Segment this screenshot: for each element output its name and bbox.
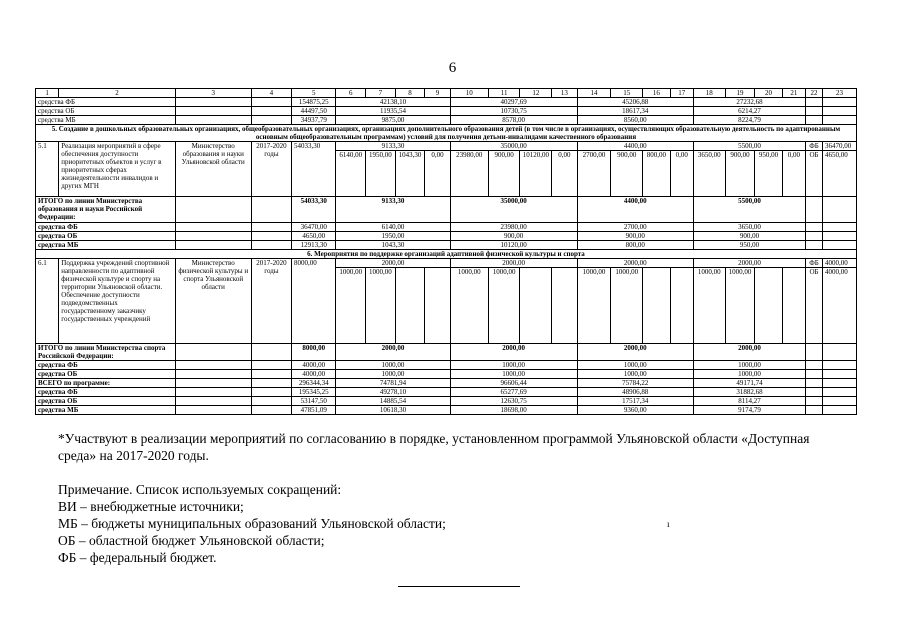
table-cell <box>175 241 251 250</box>
table-row <box>36 232 857 241</box>
column-number: 10 <box>450 89 488 98</box>
year-2018-value: 23980,00 <box>450 223 577 232</box>
year-2020-value: 8114,27 <box>693 397 805 406</box>
detail-value: 950,00 <box>755 151 783 197</box>
item-name: Поддержка учреждений спортивной направленности по адаптивной физической культуре и спорту на территории Ульяновской области. Обеспечение доступности подведомственных государственному заказчику государственных учреждений <box>59 259 175 344</box>
source-amount: 36470,00 <box>822 142 856 151</box>
column-number: 13 <box>552 89 577 98</box>
year-2020-value: 3650,00 <box>693 223 805 232</box>
column-number: 22 <box>806 89 823 98</box>
total-value: 4000,00 <box>292 370 336 379</box>
year-2017-value: 2000,00 <box>336 259 450 268</box>
table-cell <box>175 406 251 415</box>
year-2020-value: 950,00 <box>693 241 805 250</box>
year-2019-value: 1000,00 <box>577 361 693 370</box>
table-row <box>36 379 857 388</box>
year-2018-value: 96606,44 <box>450 379 577 388</box>
detail-value: 2700,00 <box>577 151 611 197</box>
table-cell <box>175 107 251 116</box>
detail-value: 1000,00 <box>366 268 396 344</box>
table-row <box>36 241 857 250</box>
row-label: ВСЕГО по программе: <box>36 379 176 388</box>
year-2017-value: 10618,30 <box>336 406 450 415</box>
table-cell <box>782 268 805 344</box>
total-value: 4000,00 <box>292 361 336 370</box>
year-2020-value: 2000,00 <box>693 259 805 268</box>
year-2019-value: 4400,00 <box>577 197 693 223</box>
year-2020-value: 5500,00 <box>693 197 805 223</box>
table-row <box>36 259 857 268</box>
year-2017-value: 2000,00 <box>336 344 450 361</box>
table-cell <box>552 268 577 344</box>
detail-value: 10120,00 <box>520 151 552 197</box>
detail-value: 1000,00 <box>450 268 488 344</box>
table-cell <box>806 388 823 397</box>
year-2018-value: 1000,00 <box>450 361 577 370</box>
table-cell <box>822 232 856 241</box>
column-number: 5 <box>292 89 336 98</box>
year-2017-value: 74781,94 <box>336 379 450 388</box>
table-cell <box>806 241 823 250</box>
detail-value: 900,00 <box>611 151 643 197</box>
table-cell <box>806 397 823 406</box>
abbrev-item: МБ – бюджеты муниципальных образований Ульяновской области; <box>58 516 446 531</box>
year-2020-value: 5500,00 <box>693 142 805 151</box>
year-2020-value: 6214,27 <box>693 107 805 116</box>
table-row <box>36 361 857 370</box>
column-number: 6 <box>336 89 366 98</box>
abbrev-item: ВИ – внебюджетные источники; <box>58 499 244 514</box>
table-cell <box>520 268 552 344</box>
table-row <box>36 142 857 151</box>
table-cell <box>806 406 823 415</box>
year-2020-value: 27232,68 <box>693 98 805 107</box>
year-2020-value: 1000,00 <box>693 361 805 370</box>
year-2019-value: 4400,00 <box>577 142 693 151</box>
year-2017-value: 42138,10 <box>336 98 450 107</box>
year-2019-value: 9360,00 <box>577 406 693 415</box>
year-2019-value: 2000,00 <box>577 259 693 268</box>
year-2018-value: 40297,69 <box>450 98 577 107</box>
total-value: 34937,79 <box>292 116 336 125</box>
table-row <box>36 89 857 98</box>
column-number: 3 <box>175 89 251 98</box>
table-cell <box>175 397 251 406</box>
abbrev-title: Примечание. Список используемых сокращений: <box>58 482 342 497</box>
column-number: 20 <box>755 89 783 98</box>
year-2019-value: 800,00 <box>577 241 693 250</box>
column-number: 19 <box>725 89 755 98</box>
item-number: 5.1 <box>36 142 59 197</box>
row-label: средства ФБ <box>36 98 176 107</box>
notes-block <box>58 430 848 566</box>
table-row <box>36 125 857 142</box>
year-2019-value: 45206,88 <box>577 98 693 107</box>
year-2017-value: 11935,54 <box>336 107 450 116</box>
table-cell <box>822 223 856 232</box>
table-cell <box>251 397 291 406</box>
table-row <box>36 406 857 415</box>
item-executor: Министерство образования и науки Ульяновской области <box>175 142 251 197</box>
table-cell <box>251 116 291 125</box>
year-2020-value: 49171,74 <box>693 379 805 388</box>
stray-mark: ı <box>667 519 670 529</box>
table-cell <box>175 370 251 379</box>
table-cell <box>822 406 856 415</box>
detail-value: 1000,00 <box>488 268 520 344</box>
table-row <box>36 250 857 259</box>
table-row <box>36 107 857 116</box>
table-cell <box>251 388 291 397</box>
total-value: 12913,30 <box>292 241 336 250</box>
table-cell <box>175 379 251 388</box>
table-cell <box>643 268 671 344</box>
section-heading: 5. Создание в дошкольных образовательных организациях, общеобразовательных организациях, организациях дополнительного образования детей (в том числе в организациях, осуществляющих образовательную деятельность по адаптированным основным общеобразовательным программам) условий для получения детьми-инвалидами качественного образования <box>36 125 857 142</box>
year-2017-value: 1000,00 <box>336 361 450 370</box>
year-2020-value: 31882,68 <box>693 388 805 397</box>
column-number: 2 <box>59 89 175 98</box>
row-label: средства ФБ <box>36 223 176 232</box>
table-cell <box>175 116 251 125</box>
year-2017-value: 1950,00 <box>336 232 450 241</box>
table-cell <box>425 268 450 344</box>
table-cell <box>251 197 291 223</box>
itogo-label: ИТОГО по линии Министерства образования и науки Российской Федерации: <box>36 197 176 223</box>
table-cell <box>251 223 291 232</box>
row-label: средства ФБ <box>36 361 176 370</box>
table-cell <box>822 241 856 250</box>
column-number: 18 <box>693 89 725 98</box>
column-number: 21 <box>782 89 805 98</box>
page-number: 6 <box>448 60 457 76</box>
year-2017-value: 1000,00 <box>336 370 450 379</box>
item-name: Реализация мероприятий в сфере обеспечения доступности приоритетных объектов и услуг в приоритетных сферах жизнедеятельности инвалидов и других МГН <box>59 142 175 197</box>
year-2017-value: 9875,00 <box>336 116 450 125</box>
year-2017-value: 9133,30 <box>336 197 450 223</box>
detail-value: 0,00 <box>782 151 805 197</box>
table-cell <box>251 361 291 370</box>
table-cell <box>175 98 251 107</box>
table-cell <box>251 107 291 116</box>
table-cell <box>175 223 251 232</box>
column-number: 23 <box>822 89 856 98</box>
table-row <box>36 98 857 107</box>
table-cell <box>822 98 856 107</box>
total-value: 47851,09 <box>292 406 336 415</box>
item-period: 2017-2020 годы <box>251 259 291 344</box>
table-cell <box>806 197 823 223</box>
table-row <box>36 223 857 232</box>
column-number: 12 <box>520 89 552 98</box>
year-2018-value: 1000,00 <box>450 370 577 379</box>
column-number: 16 <box>643 89 671 98</box>
source-amount: 4000,00 <box>822 259 856 268</box>
row-label: средства ФБ <box>36 388 176 397</box>
table-row <box>36 344 857 361</box>
abbrev-item: ФБ – федеральный бюджет. <box>58 550 217 565</box>
column-number: 7 <box>366 89 396 98</box>
year-2018-value: 35000,00 <box>450 197 577 223</box>
column-number: 14 <box>577 89 611 98</box>
table-cell <box>251 98 291 107</box>
table-cell <box>822 107 856 116</box>
year-2017-value: 14885,54 <box>336 397 450 406</box>
table-cell <box>822 361 856 370</box>
itogo-label: ИТОГО по линии Министерства спорта Российской Федерации: <box>36 344 176 361</box>
year-2020-value: 1000,00 <box>693 370 805 379</box>
year-2019-value: 2700,00 <box>577 223 693 232</box>
table-cell <box>175 388 251 397</box>
column-number: 9 <box>425 89 450 98</box>
table-cell <box>822 388 856 397</box>
table-cell <box>395 268 425 344</box>
year-2019-value: 48906,88 <box>577 388 693 397</box>
source-code: ОБ <box>806 151 823 197</box>
table-row <box>36 116 857 125</box>
year-2019-value: 18617,34 <box>577 107 693 116</box>
row-label: средства МБ <box>36 406 176 415</box>
source-code: ФБ <box>806 259 823 268</box>
row-label: средства ОБ <box>36 107 176 116</box>
abbrev-item: ОБ – областной бюджет Ульяновской области; <box>58 533 325 548</box>
table-cell <box>175 361 251 370</box>
table-cell <box>251 344 291 361</box>
year-2019-value: 8560,00 <box>577 116 693 125</box>
table-cell <box>670 268 693 344</box>
section-heading: 6. Мероприятия по поддержке организаций адаптивной физической культуры и спорта <box>36 250 857 259</box>
total-value: 8000,00 <box>292 259 336 344</box>
total-value: 44497,50 <box>292 107 336 116</box>
detail-value: 1000,00 <box>725 268 755 344</box>
item-executor: Министерство физической культуры и спорта Ульяновской области <box>175 259 251 344</box>
table-cell <box>806 116 823 125</box>
table-cell <box>251 232 291 241</box>
year-2020-value: 2000,00 <box>693 344 805 361</box>
table-cell <box>806 361 823 370</box>
detail-value: 0,00 <box>552 151 577 197</box>
year-2018-value: 12630,75 <box>450 397 577 406</box>
source-amount: 4000,00 <box>822 268 856 344</box>
detail-value: 1950,00 <box>366 151 396 197</box>
year-2019-value: 2000,00 <box>577 344 693 361</box>
item-period: 2017-2020 годы <box>251 142 291 197</box>
table-cell <box>822 397 856 406</box>
detail-value: 0,00 <box>670 151 693 197</box>
year-2019-value: 1000,00 <box>577 370 693 379</box>
year-2018-value: 10730,75 <box>450 107 577 116</box>
budget-table <box>35 88 857 415</box>
table-cell <box>251 241 291 250</box>
detail-value: 1000,00 <box>693 268 725 344</box>
table-cell <box>806 379 823 388</box>
detail-value: 1000,00 <box>577 268 611 344</box>
detail-value: 0,00 <box>425 151 450 197</box>
footnote: *Участвуют в реализации мероприятий по согласованию в порядке, установленном программой Ульяновской области «Доступная среда» на 2017-2020 годы. <box>58 431 810 463</box>
item-number: 6.1 <box>36 259 59 344</box>
table-cell <box>806 370 823 379</box>
table-cell <box>822 370 856 379</box>
footer-line <box>398 586 520 587</box>
year-2018-value: 10120,00 <box>450 241 577 250</box>
detail-value: 900,00 <box>725 151 755 197</box>
detail-value: 6140,00 <box>336 151 366 197</box>
total-value: 53147,50 <box>292 397 336 406</box>
total-value: 4650,00 <box>292 232 336 241</box>
year-2018-value: 2000,00 <box>450 259 577 268</box>
detail-value: 1000,00 <box>611 268 643 344</box>
table-cell <box>822 379 856 388</box>
row-label: средства МБ <box>36 241 176 250</box>
year-2019-value: 17517,34 <box>577 397 693 406</box>
table-row <box>36 197 857 223</box>
row-label: средства МБ <box>36 116 176 125</box>
total-value: 36470,00 <box>292 223 336 232</box>
year-2018-value: 18698,00 <box>450 406 577 415</box>
column-number: 15 <box>611 89 643 98</box>
total-value: 8000,00 <box>292 344 336 361</box>
year-2018-value: 65277,69 <box>450 388 577 397</box>
table-cell <box>806 98 823 107</box>
year-2019-value: 900,00 <box>577 232 693 241</box>
table-cell <box>822 197 856 223</box>
detail-value: 800,00 <box>643 151 671 197</box>
table-cell <box>806 344 823 361</box>
table-row <box>36 370 857 379</box>
table-cell <box>822 116 856 125</box>
table-cell <box>175 344 251 361</box>
row-label: средства ОБ <box>36 397 176 406</box>
table-cell <box>251 406 291 415</box>
detail-value: 23980,00 <box>450 151 488 197</box>
year-2019-value: 75784,22 <box>577 379 693 388</box>
table-row <box>36 397 857 406</box>
source-code: ФБ <box>806 142 823 151</box>
table-cell <box>251 379 291 388</box>
source-code: ОБ <box>806 268 823 344</box>
column-number: 11 <box>488 89 520 98</box>
year-2018-value: 900,00 <box>450 232 577 241</box>
column-number: 17 <box>670 89 693 98</box>
detail-value: 3650,00 <box>693 151 725 197</box>
table-row <box>36 388 857 397</box>
column-number: 8 <box>395 89 425 98</box>
year-2020-value: 900,00 <box>693 232 805 241</box>
year-2018-value: 8578,00 <box>450 116 577 125</box>
year-2017-value: 49278,10 <box>336 388 450 397</box>
year-2020-value: 8224,79 <box>693 116 805 125</box>
year-2017-value: 9133,30 <box>336 142 450 151</box>
detail-value: 900,00 <box>488 151 520 197</box>
source-amount: 4650,00 <box>822 151 856 197</box>
column-number: 4 <box>251 89 291 98</box>
year-2018-value: 2000,00 <box>450 344 577 361</box>
row-label: средства ОБ <box>36 370 176 379</box>
year-2017-value: 1043,30 <box>336 241 450 250</box>
year-2020-value: 9174,79 <box>693 406 805 415</box>
table-cell <box>251 370 291 379</box>
table-cell <box>175 232 251 241</box>
total-value: 296344,34 <box>292 379 336 388</box>
table-cell <box>175 197 251 223</box>
row-label: средства ОБ <box>36 232 176 241</box>
year-2018-value: 35000,00 <box>450 142 577 151</box>
total-value: 154875,25 <box>292 98 336 107</box>
table-cell <box>755 268 783 344</box>
total-value: 54033,30 <box>292 142 336 197</box>
table-cell <box>806 107 823 116</box>
table-cell <box>822 344 856 361</box>
column-number: 1 <box>36 89 59 98</box>
table-cell <box>806 232 823 241</box>
detail-value: 1043,30 <box>395 151 425 197</box>
detail-value: 1000,00 <box>336 268 366 344</box>
total-value: 195345,25 <box>292 388 336 397</box>
year-2017-value: 6140,00 <box>336 223 450 232</box>
total-value: 54033,30 <box>292 197 336 223</box>
table-cell <box>806 223 823 232</box>
